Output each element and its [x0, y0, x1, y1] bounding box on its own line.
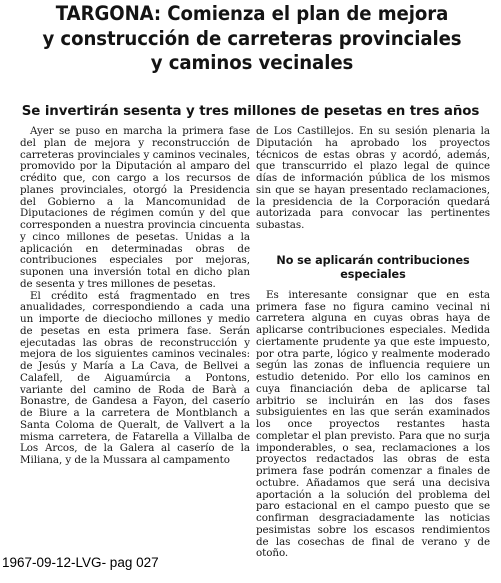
left-paragraph-2: El crédito está fragmentado en tres anualidades, correspondiendo a cada una un importe de dieciocho millones y medio de pesetas en esta primera fase. Serán ejecutadas las obras de reconstrucción y mejora de los siguientes caminos vecinales: de Jesús y María a La Cava, de Bellvei a Calafell, de Aiguamúrcia a Pontons, variante del camino de Roda de Barà a Bonastre, de Gandesa a Fayon, del caserío de Biure a la carretera de Montblanch a Santa Coloma de Queralt, de Vallvert a la misma carretera, de Fatarella a Villalba de Los Arcos, de la Galera al caserío de la Miliana, y de la Mussara al campamento — [20, 289, 250, 466]
right-paragraph-intro: de Los Castillejos. En su sesión plenaria la Diputación ha aprobado los proyectos técnicos de estas obras y acordó, además, que transcurrido el plazo legal de quince días de información pública de los mismos sin que se hayan presentado reclamaciones, la presidencia de la Corporación quedará autorizada para convocar las pertinentes subastas. — [256, 125, 490, 231]
section-heading: No se aplicarán contribuciones especiales — [276, 253, 470, 281]
source-caption: 1967-09-12-LVG- pag 027 — [2, 555, 159, 570]
left-paragraph-1: Ayer se puso en marcha la primera fase del plan de mejora y reconstrucción de carreteras provinciales y caminos vecinales, promovido por la Diputación al amparo del crédito que, con cargo a los recursos de planes provinciales, otorgó la Presidencia del Gobierno a la Mancomunidad de Diputaciones de régimen común y del que corresponden a nuestra provincia cincuenta y cinco millones de pesetas. Unidas a la aplicación en determinadas obras de contribuciones especiales por mejoras, suponen una inversión total en dicho plan de sesenta y tres millones de pesetas. — [20, 125, 250, 290]
article-subheadline: Se invertirán sesenta y tres millones de pesetas en tres años — [21, 104, 480, 119]
article-headline — [25, 2, 479, 76]
headline-line-2: y construcción de carreteras provinciales — [42, 26, 462, 50]
right-column — [256, 126, 490, 560]
right-paragraph-body: Es interesante consignar que en esta primera fase no figura camino vecinal ni carretera alguna en cuyas obras haya de aplicarse contribuciones especiales. Medida ciertamente prudente ya que este impuesto, por otra parte, lógico y realmente moderado según las zonas de influencia requiere un estudio detenido. Por ello los caminos en cuya financiación deba de aplicarse tal arbitrio se incluirán en las dos fases subsiguientes en las que serán examinados los once proyectos restantes hasta completar el plan previsto. Para que no surja imponderables, o sea, reclamaciones a los proyectos redactados las obras de esta primera fase podrán comenzar a finales de octubre. Añadamos que será una decisiva aportación a la solución del problema del paro estacional en el campo puesto que se confirman desgraciadamente las noticias pesimistas sobre los escasos rendimientos de las cosechas de final de verano y de otoño. — [256, 288, 490, 560]
headline-line-3: y caminos vecinales — [150, 51, 354, 74]
headline-line-1: TARGONA: Comienza el plan de mejora — [55, 2, 449, 25]
left-column — [20, 126, 250, 467]
